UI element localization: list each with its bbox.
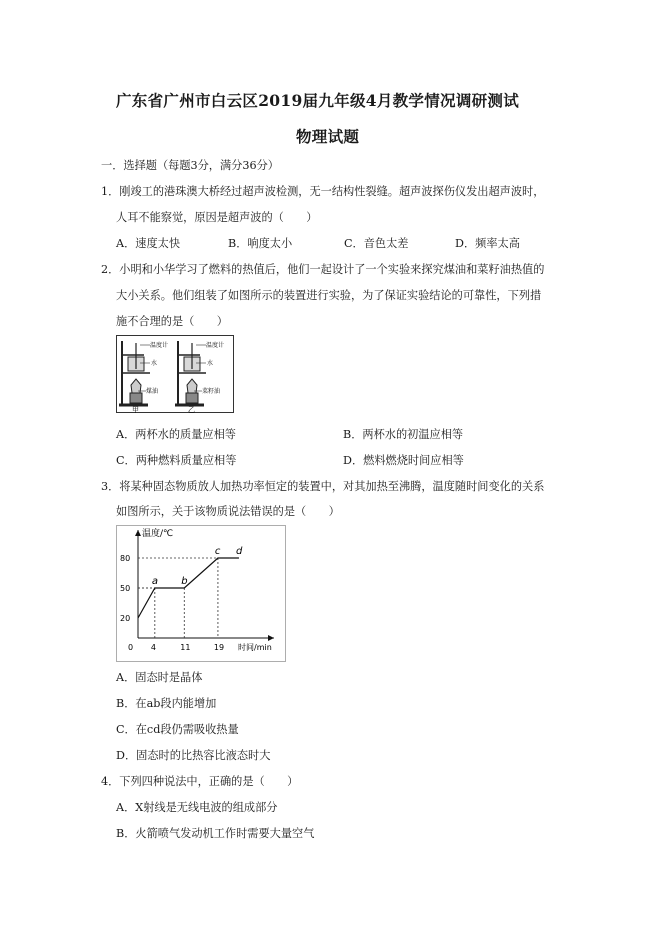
- q3-option-a: A．固态时是晶体: [116, 671, 203, 684]
- label-water-right: 水: [207, 360, 214, 367]
- q1-stem-line1: 1．刚竣工的港珠澳大桥经过超声波检测，无一结构性裂缝。超声波探伤仪发出超声波时，: [101, 185, 545, 198]
- label-caption-left: 甲: [132, 406, 139, 413]
- label-thermometer-right: 温度计: [206, 342, 225, 349]
- x-axis-label: 时间/min: [238, 643, 272, 652]
- y-axis-label: 温度/℃: [142, 529, 174, 539]
- section-heading: 一．选择题（每题3分，满分36分）: [101, 159, 279, 172]
- q2-apparatus-figure: [116, 335, 234, 413]
- q1-option-b: B．响度太小: [228, 237, 293, 250]
- label-caption-right: 乙: [188, 406, 195, 413]
- q2-stem-line3: 施不合理的是（ ）: [116, 315, 228, 328]
- point-label-d: d: [235, 546, 243, 557]
- page-title: 广东省广州市白云区2019届九年级4月教学情况调研测试: [116, 91, 520, 110]
- label-water-left: 水: [151, 360, 158, 367]
- q2-option-b: B．两杯水的初温应相等: [343, 428, 464, 441]
- point-label-a: a: [151, 576, 158, 587]
- y-tick-label: 20: [120, 614, 131, 623]
- x-tick-label: 11: [180, 643, 191, 652]
- q3-stem-line1: 3．将某种固态物质放人加热功率恒定的装置中，对其加热至沸腾，温度随时间变化的关系: [101, 480, 545, 493]
- q1-option-d: D．频率太高: [455, 237, 520, 250]
- q3-stem-line2: 如图所示，关于该物质说法错误的是（ ）: [116, 505, 340, 518]
- q1-option-a: A．速度太快: [116, 237, 181, 250]
- q2-option-c: C．两种燃料质量应相等: [116, 454, 237, 467]
- page-subtitle: 物理试题: [296, 127, 360, 146]
- x-tick-label: 4: [150, 643, 156, 652]
- q3-option-c: C．在cd段仍需吸收热量: [116, 723, 239, 736]
- point-label-b: b: [181, 576, 188, 587]
- label-fuel-left: 煤油: [146, 388, 159, 395]
- q4-option-a: A．X射线是无线电波的组成部分: [116, 801, 278, 814]
- label-thermometer-left: 温度计: [150, 342, 169, 349]
- q1-stem-line2: 人耳不能察觉，原因是超声波的（ ）: [116, 211, 318, 224]
- q3-option-b: B．在ab段内能增加: [116, 697, 217, 710]
- q1-option-c: C．音色太差: [344, 237, 409, 250]
- q4-option-b: B．火箭喷气发动机工作时需要大量空气: [116, 827, 315, 840]
- q4-stem: 4．下列四种说法中，正确的是（ ）: [101, 775, 299, 788]
- y-tick-label: 80: [120, 554, 131, 563]
- x-tick-label: 19: [213, 643, 225, 652]
- q2-stem-line1: 2．小明和小华学习了燃料的热值后，他们一起设计了一个实验来探究煤油和菜籽油热值的: [101, 263, 545, 276]
- x-tick-label: 0: [128, 643, 134, 652]
- q2-option-a: A．两杯水的质量应相等: [116, 428, 236, 441]
- q2-stem-line2: 大小关系。他们组装了如图所示的装置进行实验，为了保证实验结论的可靠性，下列措: [116, 289, 542, 302]
- q3-temperature-chart: [116, 525, 286, 662]
- y-tick-label: 50: [120, 584, 131, 593]
- q3-option-d: D．固态时的比热容比液态时大: [116, 749, 271, 762]
- point-label-c: c: [214, 546, 221, 557]
- label-fuel-right: 菜籽油: [202, 388, 221, 395]
- q2-option-d: D．燃料燃烧时间应相等: [343, 454, 464, 467]
